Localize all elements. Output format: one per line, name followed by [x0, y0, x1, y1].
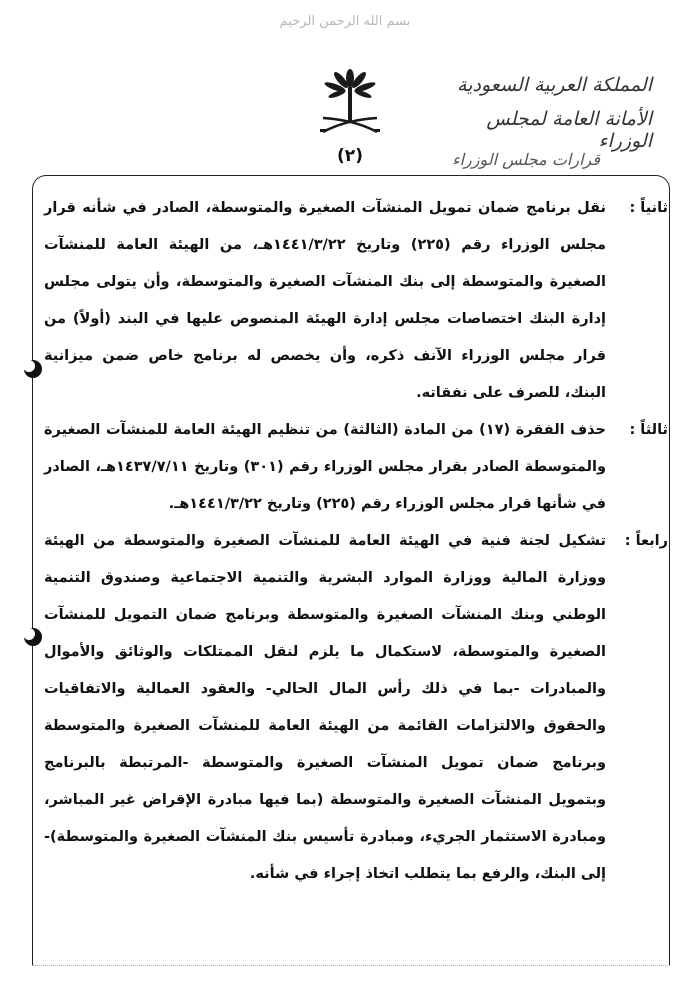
- document-body: [44, 190, 668, 893]
- clause-label: رابعاً :: [624, 533, 668, 549]
- clause-third: [44, 412, 668, 523]
- org-country: المملكة العربية السعودية: [457, 74, 652, 96]
- clause-label: ثالثاً :: [629, 422, 668, 438]
- clause-fourth: [44, 523, 668, 893]
- basmala-header: بسم الله الرحمن الرحيم: [279, 14, 411, 29]
- page-divider: [32, 965, 670, 966]
- clause-label: ثانياً :: [629, 200, 668, 216]
- clause-text: نقل برنامج ضمان تمويل المنشآت الصغيرة والمتوسطة، الصادر في شأنه قرار مجلس الوزراء رقم (٢٢٥) وتاريخ ١٤٤١/٣/٢٢هـ، من الهيئة العامة للمنشآت الصغيرة والمتوسطة إلى بنك المنشآت الصغيرة والمتوسطة، وأن يتولى مجلس إدارة البنك اختصاصات مجلس إدارة الهيئة المنصوص عليها في البند (أولاً) من قرار مجلس الوزراء الآنف ذكره، وأن يخصص له برنامج خاص ضمن ميزانية البنك، للصرف على نفقاته.: [44, 200, 606, 401]
- saudi-emblem-icon: [315, 62, 385, 142]
- clause-second: [44, 190, 668, 412]
- page-number: (٢): [337, 146, 363, 166]
- org-section: قرارات مجلس الوزراء: [452, 150, 600, 169]
- clause-text: تشكيل لجنة فنية في الهيئة العامة للمنشآت الصغيرة والمتوسطة من الهيئة ووزارة المالية ووزارة الموارد البشرية والتنمية الاجتماعية وصندوق التنمية الوطني وبنك المنشآت الصغيرة والمتوسطة وبرنامج ضمان التمويل للمنشآت الصغيرة والمتوسطة، لاستكمال ما يلزم لنقل الممتلكات والوثائق والأموال والمبادرات -بما في ذلك رأس المال الحالي- والعقود العمالية والاتفاقيات والحقوق والالتزامات القائمة من الهيئة العامة للمنشآت الصغيرة والمتوسطة وبرنامج ضمان تمويل المنشآت الصغيرة والمتوسطة -المرتبطة بالبرنامج وبتمويل المنشآت الصغيرة والمتوسطة (بما فيها مبادرة الإقراض غير المباشر، ومبادرة الاستثمار الجريء، ومبادرة تأسيس بنك المنشآت الصغيرة والمتوسطة)- إلى البنك، والرفع بما يتطلب اتخاذ إجراء في شأنه.: [44, 533, 606, 882]
- clause-text: حذف الفقرة (١٧) من المادة (الثالثة) من تنظيم الهيئة العامة للمنشآت الصغيرة والمتوسطة الصادر بقرار مجلس الوزراء رقم (٣٠١) وتاريخ ١٤٣٧/٧/١١هـ، الصادر في شأنها قرار مجلس الوزراء رقم (٢٢٥) وتاريخ ١٤٤١/٣/٢٢هـ.: [44, 422, 606, 512]
- punch-hole-icon: [22, 626, 44, 648]
- org-secretariat: الأمانة العامة لمجلس الوزراء: [486, 108, 652, 152]
- punch-hole-icon: [22, 358, 44, 380]
